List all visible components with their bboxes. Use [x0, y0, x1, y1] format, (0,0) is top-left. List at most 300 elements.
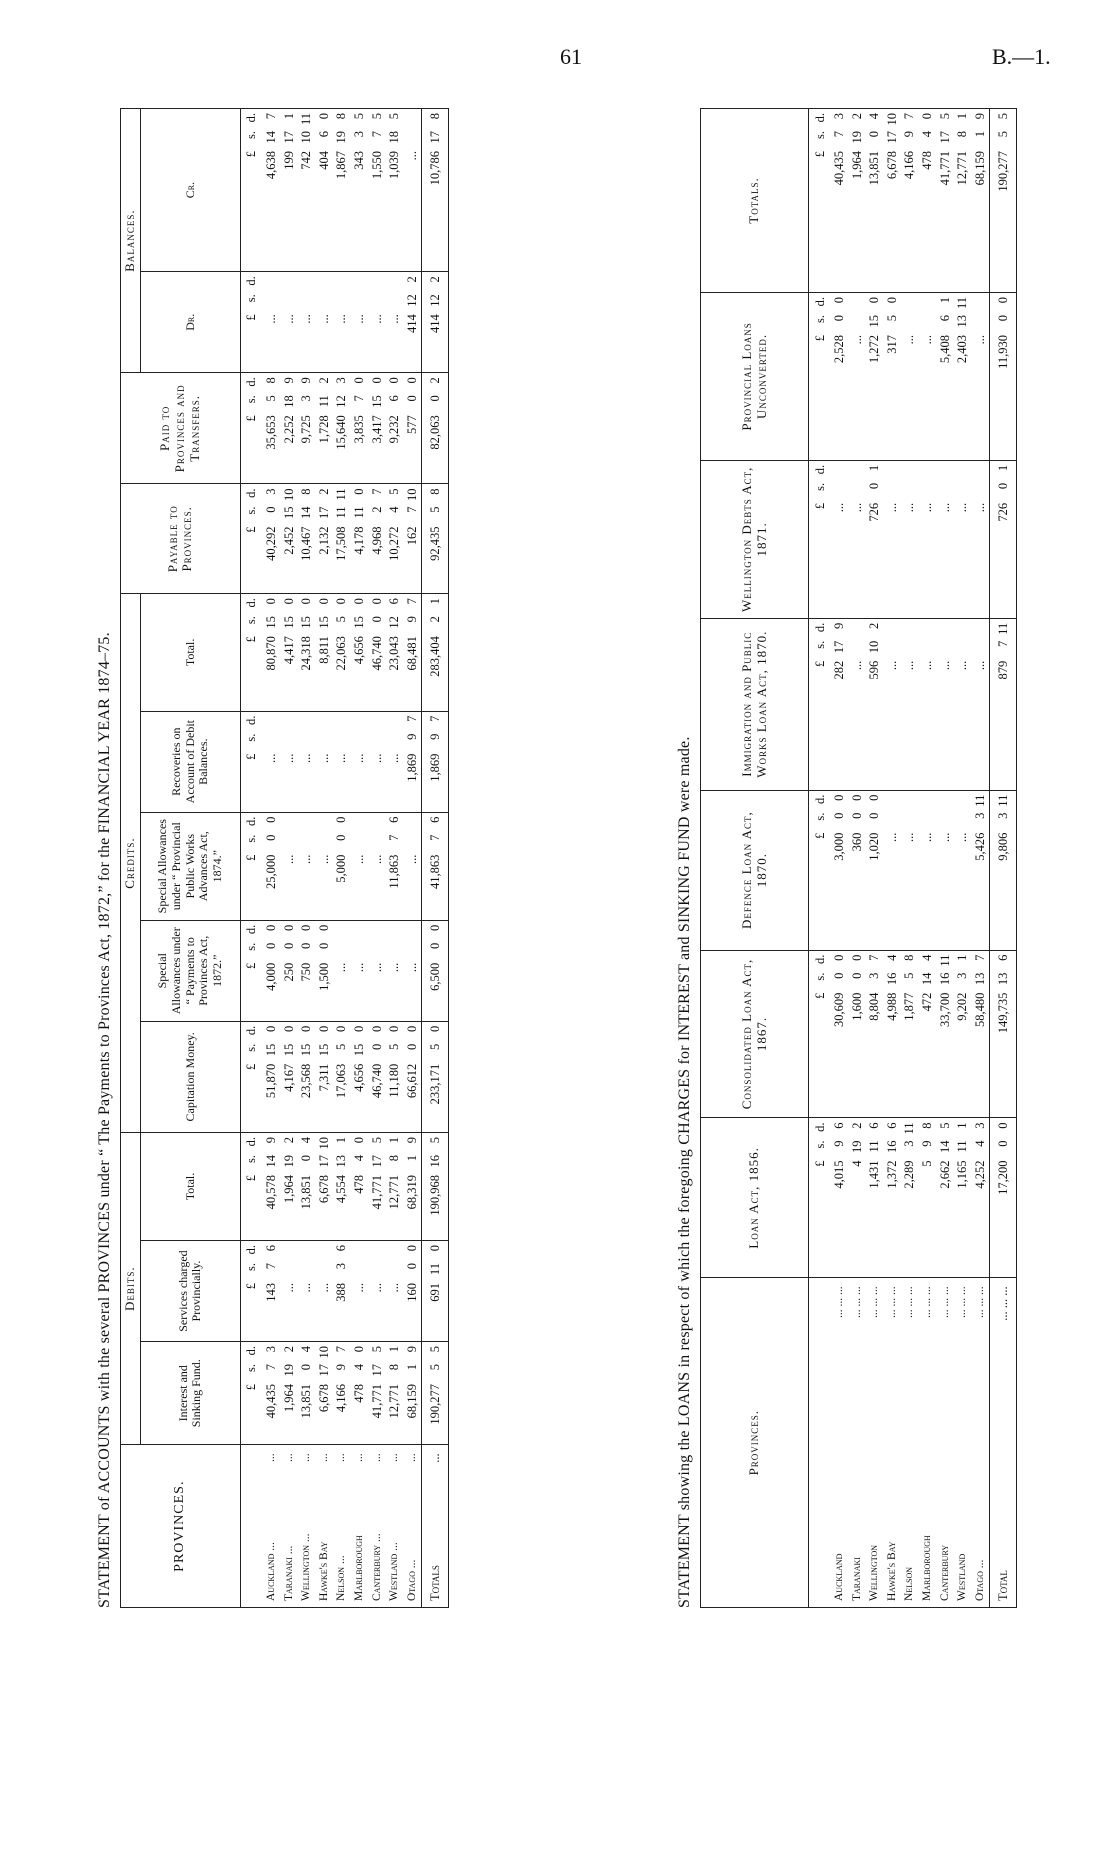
cell-cr: [298, 109, 316, 272]
total-cr-shillings: 17: [427, 131, 442, 144]
cell-payable-value: [406, 488, 420, 589]
cell2-defence-value: [903, 795, 917, 946]
units2-loan1856-labels: [813, 1122, 828, 1273]
units-cr-shillings: s.: [244, 131, 259, 139]
cell2-loan1856-value: [903, 1122, 917, 1273]
total-services-value: [428, 1245, 443, 1337]
total-cr: [422, 109, 449, 272]
units-special1-labels: [244, 925, 259, 1017]
cell-services-pence: 6: [263, 1245, 278, 1252]
cell2-consolidated-value: [956, 955, 970, 1114]
cell-capitation-shillings: 15: [316, 1043, 331, 1057]
cell2-immigration-pence: [921, 623, 935, 641]
cell-paid: [333, 373, 351, 484]
cell-services-pence: [353, 1245, 367, 1263]
cell2-loan1856-pounds: 1,431: [867, 1160, 882, 1189]
units-dr-shillings: s.: [244, 294, 259, 303]
total-special2-pence: 6: [427, 816, 442, 823]
cell2-total: [901, 109, 919, 293]
cell2-consolidated-pounds: 1,600: [849, 992, 864, 1021]
units-paid-labels: [244, 377, 259, 479]
cell2-total-shillings: 7: [832, 131, 846, 138]
cell-debit_total-shillings: 1: [404, 1154, 419, 1162]
cell-special2-pounds: 5,000: [334, 854, 349, 883]
cell2-loan1856-shillings: 9: [919, 1140, 934, 1147]
cell-capitation-pence: 0: [351, 1025, 366, 1032]
cell-recoveries-pence: [318, 716, 332, 734]
cell-special1-pence: [353, 925, 367, 943]
units-row-2-blank: [809, 1278, 832, 1608]
cell-credit_total: [404, 594, 422, 712]
cell-special1-value: [406, 925, 420, 1017]
cell-paid-value: [300, 377, 314, 479]
cell-special1-value: [388, 925, 402, 1017]
total2-loan1856-shillings: 0: [995, 1140, 1010, 1147]
row-province: [831, 1278, 849, 1608]
cell-payable: [263, 484, 281, 594]
cell-special1-pounds: 1,500: [316, 962, 331, 991]
row-province-dots: ... ... ...: [920, 1286, 933, 1318]
cell-services-shillings: [300, 1263, 314, 1283]
cell-services-pounds: 388: [334, 1283, 349, 1302]
cell-interest-value: [388, 1346, 402, 1440]
total-paid-value: [428, 377, 443, 479]
cell-dr-pounds: ...: [387, 314, 402, 324]
cell-cr-pence: 5: [351, 113, 366, 120]
total-services-shillings: 11: [427, 1263, 442, 1276]
table-row: [404, 109, 422, 1608]
cell-recoveries: [333, 711, 351, 812]
cell-capitation-value: [265, 1026, 279, 1128]
cell-services-pounds: ...: [369, 1283, 384, 1293]
cell-special1-pence: [335, 925, 349, 943]
cell-debit_total: [404, 1132, 422, 1240]
cell-recoveries-pence: 7: [404, 715, 419, 722]
cell-payable-pounds: 2,452: [281, 526, 296, 555]
cell2-total-shillings: 17: [937, 131, 952, 144]
cell-payable-value: [265, 488, 279, 589]
cell2-total-value: [851, 113, 865, 288]
cell2-total-pence: 1: [955, 113, 970, 120]
cell-dr: [281, 272, 299, 373]
units2-consolidated: [809, 950, 832, 1118]
total2-loan1856-pence: 0: [995, 1122, 1010, 1129]
cell-services-pence: [318, 1245, 332, 1263]
cell-credit_total-shillings: 9: [404, 616, 419, 623]
cell-paid-shillings: 12: [334, 395, 349, 408]
total2-consolidated-pence: 6: [995, 954, 1010, 961]
cell-debit_total-value: [371, 1137, 385, 1236]
cell-payable-pence: 5: [387, 488, 402, 495]
cell2-wellington-value: [886, 465, 900, 614]
cell-credit_total-value: [388, 598, 402, 707]
cell2-wellington-value: [956, 465, 970, 614]
cell-payable-shillings: 4: [387, 506, 402, 513]
cell-recoveries-pence: [300, 716, 314, 734]
cell-special1-pence: [406, 925, 420, 943]
cell-payable-pence: 8: [299, 488, 314, 495]
total-special2-value: [428, 817, 443, 916]
cell-interest: [369, 1342, 387, 1445]
cell2-loan1856-shillings: 3: [902, 1140, 917, 1147]
units-paid: [240, 373, 263, 484]
cell-special2-shillings: [318, 835, 332, 855]
row-province-dots: ...: [300, 1453, 313, 1463]
cell-services-shillings: [318, 1263, 332, 1283]
units2-immigration-labels: [813, 623, 828, 786]
cell-services-pounds: 143: [263, 1283, 278, 1302]
group-credits: Credits.: [121, 594, 141, 1133]
cell2-total: [849, 109, 867, 293]
cell-debit_total-pence: 5: [369, 1136, 384, 1144]
cell-dr-shillings: [318, 294, 332, 314]
cell-payable-pence: 7: [369, 488, 384, 495]
total2-loan1856-pounds: 17,200: [995, 1160, 1010, 1195]
cell-services-shillings: [353, 1263, 367, 1283]
cell2-defence-shillings: 0: [832, 812, 846, 819]
cell2-consolidated-shillings: 0: [832, 972, 846, 979]
cell2-loan1856-value: [974, 1122, 988, 1273]
col2-provinces: Provinces.: [701, 1278, 809, 1608]
cell2-total-value: [886, 113, 900, 288]
cell2-total-pounds: 6,678: [884, 151, 899, 180]
cell-recoveries-pence: [353, 716, 367, 734]
total2-provincial-pence: 0: [995, 296, 1010, 304]
cell-special2-pounds: ...: [281, 854, 296, 865]
cell-capitation-pence: 0: [263, 1025, 278, 1032]
cell-special2-pounds: ...: [404, 854, 419, 865]
total-special1-value: [428, 925, 443, 1017]
cell2-loan1856: [919, 1118, 937, 1278]
cell2-consolidated-value: [974, 955, 988, 1114]
cell2-total-value: [974, 113, 988, 288]
cell2-provincial-shillings: 5: [884, 314, 899, 322]
cell-special1-shillings: 0: [299, 942, 314, 949]
row-province: [369, 1445, 387, 1608]
table-row: [316, 109, 334, 1608]
total2-provincial: [990, 292, 1017, 460]
cell2-provincial-value: [833, 297, 847, 456]
row-province-dots: ...: [352, 1453, 365, 1463]
table-row: [333, 109, 351, 1608]
cell-dr-pounds: ...: [369, 314, 384, 324]
cell-interest-shillings: 8: [387, 1364, 402, 1371]
cell-capitation-value: [353, 1026, 367, 1128]
cell-recoveries-value: [406, 716, 420, 808]
cell-payable-pounds: 4,968: [369, 526, 384, 555]
cell-credit_total-shillings: 5: [334, 616, 349, 623]
total-dr: [422, 272, 449, 373]
cell-debit_total-value: [265, 1137, 279, 1236]
cell-special1-shillings: 0: [316, 942, 331, 949]
row-province-label: Hawke's Bay: [885, 1541, 898, 1601]
cell-dr: [386, 272, 404, 373]
units-interest: [240, 1342, 263, 1445]
cell-interest-pence: 3: [263, 1346, 278, 1353]
cell-cr-shillings: 18: [387, 131, 402, 144]
units-dr-pence: d.: [244, 276, 259, 286]
cell-recoveries-pounds: ...: [387, 753, 402, 764]
cell2-total-value: [956, 113, 970, 288]
cell2-loan1856-shillings: 19: [849, 1140, 864, 1153]
cell-capitation: [333, 1021, 351, 1132]
cell2-defence-value: [939, 795, 953, 946]
cell-paid-pounds: 2,252: [281, 415, 296, 444]
cell-recoveries-pence: [265, 716, 279, 734]
cell-payable-pounds: 17,508: [334, 526, 349, 561]
cell2-immigration-shillings: 17: [832, 640, 846, 654]
cell2-provincial-value: [939, 297, 953, 456]
cell-paid-value: [406, 377, 420, 479]
cell-interest: [281, 1342, 299, 1445]
total2-immigration-pounds: 879: [995, 660, 1010, 680]
cell2-provincial-pence: [851, 297, 865, 315]
cell2-provincial-pounds: ...: [972, 334, 987, 345]
cell-capitation: [281, 1021, 299, 1132]
cell2-immigration-pence: [956, 623, 970, 641]
totals-row: [422, 109, 449, 1608]
total-interest-pounds: 190,277: [427, 1384, 442, 1425]
cell-paid-value: [265, 377, 279, 479]
cell2-provincial-shillings: 15: [867, 314, 882, 328]
cell-capitation-pence: 0: [404, 1025, 419, 1032]
cell2-consolidated: [831, 950, 849, 1118]
col-special-1872: Special Allowances under “ Payments to Provinces Act, 1872.”: [140, 920, 240, 1021]
cell2-consolidated: [901, 950, 919, 1118]
total-credit_total-pence: 1: [427, 598, 442, 605]
total-special1-pence: 0: [427, 924, 442, 931]
units-payable-labels: [244, 488, 259, 589]
cell2-defence-pounds: ...: [955, 832, 970, 843]
cell-debit_total: [386, 1132, 404, 1240]
cell-payable-shillings: 7: [404, 506, 419, 513]
cell-special2-pence: 0: [263, 816, 278, 823]
cell-debit_total-shillings: 19: [281, 1154, 296, 1168]
cell2-total-shillings: 19: [849, 131, 864, 144]
total-dr-pence: 2: [427, 276, 442, 283]
table-row: [849, 109, 867, 1608]
row-province: [849, 1278, 867, 1608]
row-province-dots: ... ... ...: [973, 1286, 986, 1318]
cell-paid: [263, 373, 281, 484]
cell-special2: [386, 812, 404, 920]
cell-services: [316, 1241, 334, 1342]
cell-recoveries-value: [388, 716, 402, 808]
row-province-dots: ...: [405, 1453, 418, 1463]
units2-immigration: [809, 618, 832, 790]
table-row: [281, 109, 299, 1608]
col-interest: Interest and Sinking Fund.: [140, 1342, 240, 1445]
cell-services-pence: 6: [334, 1245, 349, 1252]
cell-recoveries-pounds: ...: [299, 753, 314, 764]
cell2-provincial-shillings: 0: [832, 314, 846, 322]
cell-capitation-pence: 0: [316, 1025, 331, 1032]
cell2-immigration-pence: [851, 623, 865, 641]
cell-credit_total-shillings: 15: [351, 616, 366, 629]
cell2-consolidated: [866, 950, 884, 1118]
cell-payable-value: [300, 488, 314, 589]
cell-cr-value: [335, 113, 349, 267]
cell2-loan1856-pounds: 4,252: [972, 1160, 987, 1189]
cell2-provincial-pounds: 5,408: [937, 334, 952, 364]
cell2-immigration-shillings: [974, 641, 988, 661]
cell-cr-shillings: 10: [299, 131, 314, 144]
cell-capitation: [369, 1021, 387, 1132]
cell-cr-pounds: ...: [404, 151, 419, 161]
total2-defence-pounds: 9,806: [995, 832, 1010, 861]
row-province: [281, 1445, 299, 1608]
cell-special1-shillings: 0: [281, 942, 296, 949]
cell-capitation-shillings: 0: [404, 1043, 419, 1050]
cell-special2: [316, 812, 334, 920]
cell2-consolidated-pence: 4: [884, 954, 899, 961]
cell-paid: [369, 373, 387, 484]
total-payable: [422, 484, 449, 594]
cell-credit_total: [386, 594, 404, 712]
cell2-loan1856-shillings: 9: [832, 1140, 846, 1147]
table-row: [884, 109, 902, 1608]
cell2-wellington-shillings: [921, 483, 935, 503]
cell-credit_total-value: [300, 598, 314, 707]
accounts-table: [120, 108, 449, 1608]
col-payable: Payable to Provinces.: [121, 484, 241, 594]
cell-credit_total-pounds: 68,481: [404, 636, 419, 671]
cell2-consolidated: [884, 950, 902, 1118]
cell2-total-pounds: 478: [919, 151, 934, 170]
cell2-consolidated-shillings: 5: [902, 972, 917, 979]
cell-special1: [263, 920, 281, 1021]
cell-debit_total: [351, 1132, 369, 1240]
cell2-defence: [884, 790, 902, 950]
cell-special2-pence: 0: [334, 816, 349, 823]
cell-debit_total-pence: 10: [316, 1136, 331, 1150]
cell2-total: [937, 109, 955, 293]
cell-paid-pounds: 3,417: [369, 415, 384, 444]
cell-special2-value: [335, 817, 349, 916]
cell2-defence: [849, 790, 867, 950]
row-province: [351, 1445, 369, 1608]
cell-capitation-pence: 0: [387, 1025, 402, 1032]
units-debit_total-labels: [244, 1137, 259, 1236]
cell-interest-pence: 10: [316, 1346, 331, 1359]
cell2-immigration: [849, 618, 867, 790]
cell-credit_total-pence: 0: [263, 598, 278, 605]
cell2-total-shillings: 0: [867, 131, 882, 138]
cell-recoveries-shillings: 9: [404, 733, 419, 740]
cell2-loan1856-pounds: 4: [849, 1160, 864, 1167]
cell-interest-pence: 2: [281, 1346, 296, 1353]
cell2-immigration: [831, 618, 849, 790]
cell2-loan1856-value: [921, 1122, 935, 1273]
cell2-total: [919, 109, 937, 293]
cell-capitation-shillings: 15: [351, 1043, 366, 1057]
cell-special2: [298, 812, 316, 920]
total2-total-pence: 5: [995, 113, 1010, 120]
cell-recoveries: [298, 711, 316, 812]
cell2-defence-shillings: 3: [972, 812, 987, 819]
row-province: [316, 1445, 334, 1608]
cell-services-value: [283, 1245, 297, 1337]
cell2-immigration-shillings: [851, 641, 865, 661]
cell-cr-value: [388, 113, 402, 267]
units-debit_total-shillings: s.: [244, 1154, 259, 1163]
units2-provincial: [809, 292, 832, 460]
cell-services-pence: [300, 1245, 314, 1263]
cell-recoveries: [369, 711, 387, 812]
total-paid-pounds: 82,063: [427, 415, 442, 450]
cell-cr-pounds: 4,638: [263, 151, 278, 180]
cell-dr-pounds: 414: [404, 314, 419, 333]
cell-interest-value: [283, 1346, 297, 1440]
cell2-immigration-pounds: ...: [849, 660, 864, 671]
cell-credit_total-pence: 0: [369, 598, 384, 605]
cell-payable: [404, 484, 422, 594]
cell2-total-pence: 3: [832, 113, 846, 120]
total-recoveries-pence: 7: [427, 715, 442, 722]
cell-debit_total-pence: 1: [334, 1136, 349, 1144]
cell-paid-pounds: 9,232: [387, 415, 402, 444]
totals2-label-dots: ... ... ...: [995, 1286, 1010, 1321]
cell-capitation-value: [283, 1026, 297, 1128]
cell-paid-shillings: 5: [263, 395, 278, 402]
cell-dr: [369, 272, 387, 373]
cell-paid: [316, 373, 334, 484]
cell-credit_total-pounds: 46,740: [369, 636, 384, 671]
units-cr: [240, 109, 263, 272]
cell2-consolidated-pounds: 30,609: [832, 992, 846, 1027]
cell2-immigration-pence: [939, 623, 953, 641]
row-province-label: Nelson: [903, 1566, 916, 1601]
row-province: [919, 1278, 937, 1608]
cell-services-shillings: [371, 1263, 385, 1283]
cell-paid-shillings: 0: [404, 395, 419, 402]
cell2-loan1856: [831, 1118, 849, 1278]
cell2-provincial-value: [851, 297, 865, 456]
cell2-defence-value: [851, 795, 865, 946]
units2-total-labels: [813, 113, 828, 288]
cell2-defence-pounds: ...: [919, 832, 934, 843]
cell-interest-pounds: 6,678: [316, 1384, 331, 1413]
cell-interest-pounds: 41,771: [369, 1384, 384, 1419]
total-paid-shillings: 0: [427, 395, 442, 402]
cell2-provincial-value: [956, 297, 970, 456]
units-recoveries-pounds: £: [244, 753, 259, 760]
cell2-wellington-shillings: [974, 483, 988, 503]
cell-dr-pence: [283, 276, 297, 294]
cell-special2-pounds: ...: [299, 854, 314, 865]
cell2-total-value: [921, 113, 935, 288]
cell-capitation-pounds: 51,870: [263, 1063, 278, 1099]
cell2-provincial-pence: 1: [937, 296, 952, 304]
cell-paid-value: [318, 377, 332, 479]
cell2-total: [884, 109, 902, 293]
cell2-provincial-pounds: ...: [849, 334, 864, 345]
cell2-immigration-pence: [903, 623, 917, 641]
cell2-loan1856-pence: 5: [937, 1122, 952, 1129]
cell-debit_total-value: [283, 1137, 297, 1236]
cell-interest-shillings: 7: [263, 1364, 278, 1371]
cell-cr-pounds: 1,550: [369, 151, 384, 180]
cell-special2-shillings: [353, 835, 367, 855]
total-debit_total-shillings: 16: [427, 1154, 442, 1168]
cell-debit_total-shillings: 0: [299, 1154, 314, 1162]
cell-interest-pounds: 478: [351, 1384, 366, 1403]
cell-debit_total: [316, 1132, 334, 1240]
cell2-immigration-shillings: 10: [867, 640, 882, 654]
cell-recoveries-shillings: [300, 734, 314, 754]
cell2-total: [831, 109, 849, 293]
cell2-wellington-pounds: ...: [955, 502, 970, 513]
